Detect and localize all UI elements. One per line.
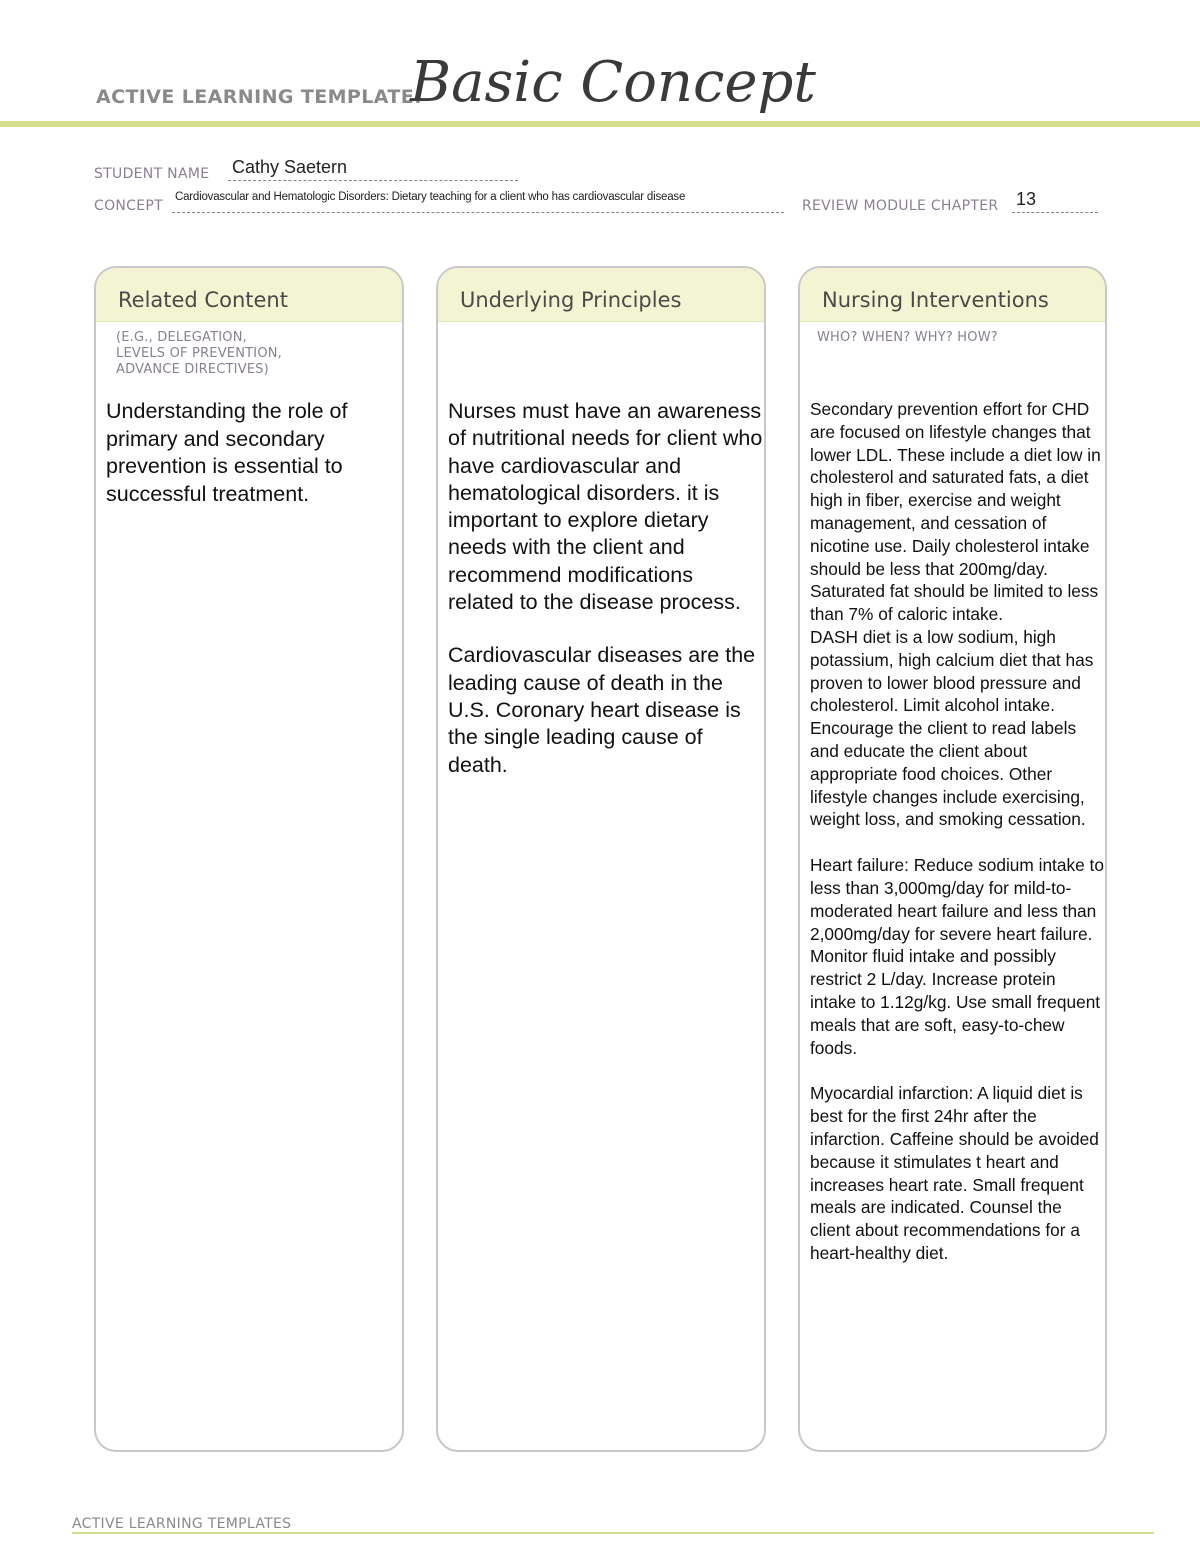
underlying-principles-body[interactable] (448, 398, 763, 779)
template-title: Basic Concept (410, 50, 816, 115)
related-content-paragraph: Understanding the role of primary and secondary prevention is essential to successful treatment. (106, 399, 348, 506)
underlying-principles-paragraph: Nurses must have an awareness of nutritional needs for client who have cardiovascular and hematological disorders. it is important to explore dietary needs with the client and recommend modifications related to the disease process. (448, 399, 763, 615)
review-module-label: REVIEW MODULE CHAPTER (802, 198, 999, 214)
header-rule (0, 121, 1200, 127)
underlying-principles-header (438, 268, 764, 322)
page-header (0, 0, 1200, 130)
related-content-body[interactable] (106, 398, 391, 508)
related-content-subtitle-line: LEVELS OF PREVENTION, (116, 346, 283, 361)
footer-rule (72, 1532, 1154, 1534)
underlying-principles-title: Underlying Principles (460, 288, 682, 312)
nursing-interventions-body[interactable] (810, 398, 1105, 1265)
footer-label: ACTIVE LEARNING TEMPLATES (72, 1516, 292, 1532)
nursing-interventions-card (798, 266, 1107, 1452)
student-name-label: STUDENT NAME (94, 166, 210, 182)
nursing-interventions-paragraph: Secondary prevention effort for CHD are focused on lifestyle changes that lower LDL. These include a diet low in cholesterol and saturated fats, a diet high in fiber, exercise and weight management, and cessation of nicotine use. Daily cholesterol intake should be less that 200mg/day. Saturated fat should be limited to less than 7% of caloric intake. (810, 399, 1101, 625)
template-label: ACTIVE LEARNING TEMPLATE: (96, 86, 423, 108)
concept-label: CONCEPT (94, 198, 163, 214)
related-content-subtitle-line: ADVANCE DIRECTIVES) (116, 362, 269, 377)
nursing-interventions-title: Nursing Interventions (822, 288, 1049, 312)
nursing-interventions-paragraph: DASH diet is a low sodium, high potassium, high calcium diet that has proven to lower blood pressure and cholesterol. Limit alcohol intake. Encourage the client to read labels and educate the client about appropriate food choices. Other lifestyle changes include exercising, weight loss, and smoking cessation. (810, 626, 1094, 830)
related-content-header (96, 268, 402, 322)
nursing-interventions-header (800, 268, 1105, 322)
related-content-subtitle (116, 330, 282, 378)
related-content-card (94, 266, 404, 1452)
student-name-line (228, 180, 518, 181)
underlying-principles-paragraph: Cardiovascular diseases are the leading cause of death in the U.S. Coronary heart disease is the single leading cause of death. (448, 643, 756, 777)
related-content-subtitle-line: (E.G., DELEGATION, (116, 330, 247, 345)
student-name-value[interactable]: Cathy Saetern (232, 157, 348, 177)
nursing-interventions-subtitle: WHO? WHEN? WHY? HOW? (817, 330, 998, 345)
nursing-interventions-paragraph: Myocardial infarction: A liquid diet is best for the first 24hr after the infarction. Caffeine should be avoided because it stimulates t heart and increases heart rate. Small frequent meals are indicated. Counsel the client about recommendations for a heart-healthy diet. (810, 1083, 1099, 1263)
related-content-title: Related Content (118, 288, 288, 312)
concept-line (172, 212, 784, 213)
review-module-line (1012, 212, 1098, 213)
underlying-principles-card (436, 266, 766, 1452)
nursing-interventions-paragraph: Heart failure: Reduce sodium intake to less than 3,000mg/day for mild-to-moderated heart failure and less than 2,000mg/day for severe heart failure. Monitor fluid intake and possibly restrict 2 L/day. Increase protein intake to 1.12g/kg. Use small frequent meals that are soft, easy-to-chew foods. (810, 855, 1104, 1058)
concept-value[interactable]: Cardiovascular and Hematologic Disorders: Dietary teaching for a client who has cardiovascular disease (175, 191, 686, 203)
review-module-value[interactable]: 13 (1016, 189, 1037, 209)
